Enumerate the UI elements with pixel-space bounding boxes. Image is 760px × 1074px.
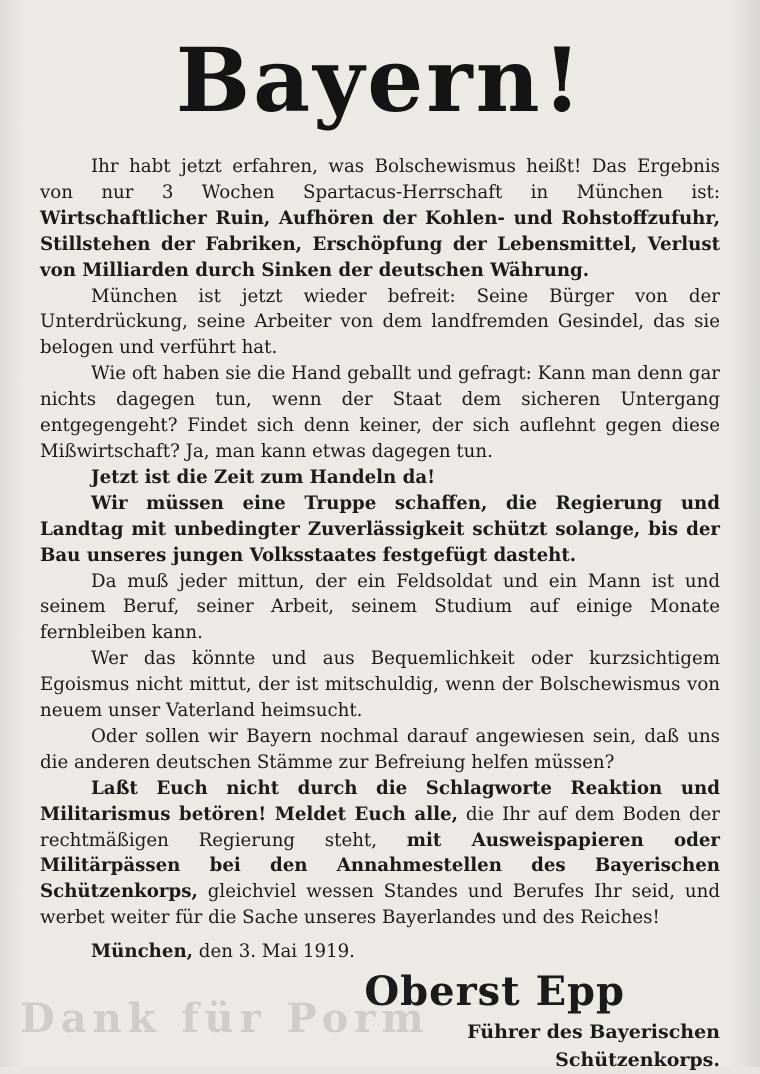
- paragraph-2: München ist jetzt wieder befreit: Seine Bürger von der Unterdrückung, seine Arbeiter von dem landfremden Gesindel, das sie belogen und verführt hat.: [40, 285, 720, 359]
- paragraph-3: Wie oft haben sie die Hand geballt und gefragt: Kann man denn gar nichts dagegen tun, wenn der Staat dem sicheren Untergang entgegengeht? Findet sich denn keiner, der sich auflehnt gegen diese Mißwirtschaft? Ja, man kann etwas dagegen tun.: [40, 363, 720, 462]
- paragraph-9-plain-b: die Ihr auf dem Boden der rechtmäßigen Regierung steht,: [40, 803, 720, 851]
- paragraph-7: Wer das könnte und aus Bequemlichkeit oder kurzsichtigem Egoismus nicht mittut, der ist mitschuldig, wenn der Bolschewismus von neuem unser Vaterland heimsucht.: [40, 648, 720, 722]
- paragraph-6: Da muß jeder mittun, der ein Feldsoldat und ein Mann ist und seinem Beruf, seiner Arbeit, seinem Studium auf einige Monate fernbleiben kann.: [40, 570, 720, 644]
- paragraph-1-bold: Wirtschaftlicher Ruin, Aufhören der Kohlen- und Rohstoffzufuhr, Stillstehen der Fabriken, Erschöpfung der Lebensmittel, Verlust von Milliarden durch Sinken der deutschen Währung.: [40, 207, 720, 281]
- date-rest: den 3. Mai 1919.: [193, 941, 355, 963]
- signature-title: Führer des Bayerischen Schützenkorps.: [467, 1021, 720, 1071]
- date-city: München,: [91, 941, 194, 963]
- date-line: [40, 939, 720, 965]
- paragraph-9-bold-c: mit Ausweispapieren oder Militärpässen bei den Annahmestellen des Bayerischen Schützenkorps,: [40, 829, 720, 903]
- paragraph-8: Oder sollen wir Bayern nochmal darauf angewiesen sein, daß uns die anderen deutschen Stämme zur Befreiung helfen müssen?: [40, 725, 720, 773]
- paragraph-1: [40, 154, 720, 284]
- proclamation-body: [40, 154, 720, 965]
- paragraph-9-bold-a: Laßt Euch nicht durch die Schlagworte Reaktion und Militarismus betören! Meldet Euch alle,: [40, 777, 720, 825]
- bleed-through-text: Dank für Porm: [20, 995, 430, 1042]
- paragraph-1-plain: Ihr habt jetzt erfahren, was Bolschewismus heißt! Das Ergebnis von nur 3 Wochen Spartacus-Herrschaft in München ist:: [40, 156, 720, 203]
- paragraph-5: Wir müssen eine Truppe schaffen, die Regierung und Landtag mit unbedingter Zuverlässigkeit schützt solange, bis der Bau unseres jungen Volksstaates festgefügt dasteht.: [40, 492, 720, 566]
- paragraph-9-plain-d: gleichviel wessen Standes und Berufes Ihr seid, und werbet weiter für die Sache unseres Bayerlandes und des Reiches!: [40, 881, 720, 929]
- signature-name: Oberst Epp: [364, 968, 625, 1015]
- paragraph-9: [40, 776, 720, 931]
- headline: Bayern!: [175, 28, 585, 132]
- paragraph-4: Jetzt ist die Zeit zum Handeln da!: [91, 466, 436, 488]
- signature-block: [300, 968, 720, 1074]
